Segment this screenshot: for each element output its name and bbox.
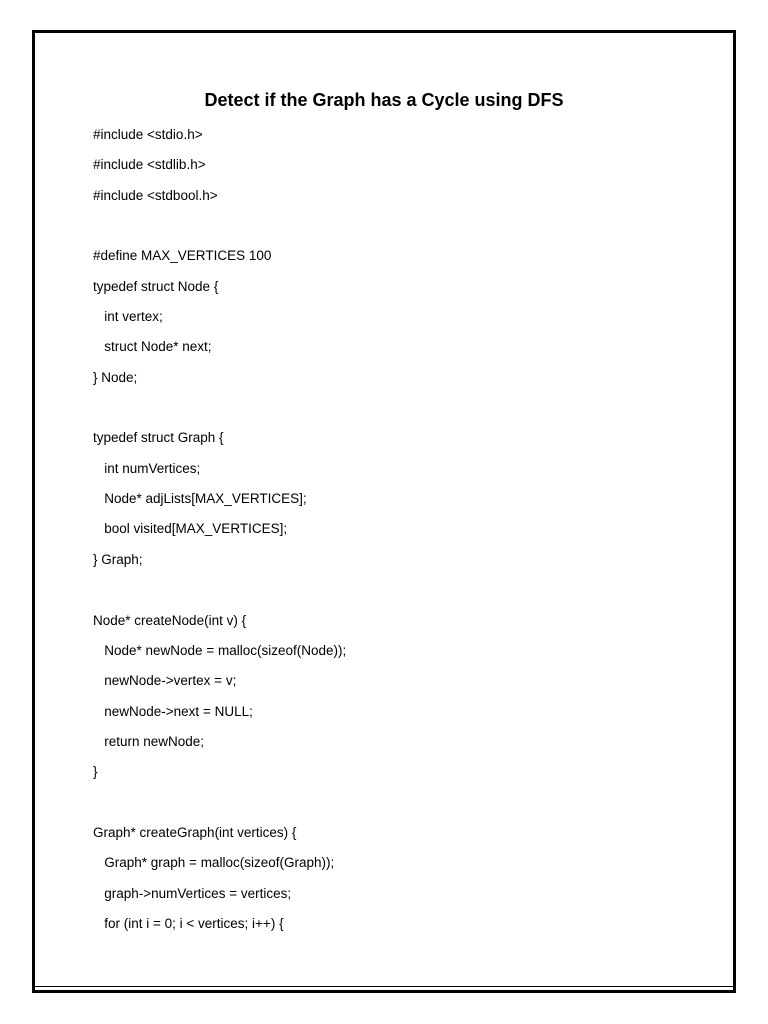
code-line: } [93, 764, 98, 780]
code-line: int vertex; [93, 309, 163, 325]
code-line [93, 211, 346, 241]
code-line: Node* createNode(int v) { [93, 612, 247, 628]
code-line: #define MAX_VERTICES 100 [93, 248, 272, 264]
code-line: return newNode; [93, 733, 205, 749]
code-line [93, 575, 346, 605]
code-line: newNode->vertex = v; [93, 673, 237, 689]
code-line: #include <stdbool.h> [93, 187, 218, 203]
code-line: Graph* graph = malloc(sizeof(Graph)); [93, 855, 335, 871]
code-line: #include <stdio.h> [93, 127, 203, 142]
code-line: int numVertices; [93, 460, 201, 476]
code-line: } Graph; [93, 551, 143, 567]
code-line: bool visited[MAX_VERTICES]; [93, 521, 288, 537]
code-line: typedef struct Graph { [93, 430, 224, 446]
code-line: newNode->next = NULL; [93, 703, 253, 719]
code-line [93, 393, 346, 423]
document-title: Detect if the Graph has a Cycle using DFS [204, 90, 564, 110]
code-line: Node* adjLists[MAX_VERTICES]; [93, 491, 307, 507]
code-line: #include <stdlib.h> [93, 157, 206, 173]
code-line: graph->numVertices = vertices; [93, 885, 292, 901]
code-line: Graph* createGraph(int vertices) { [93, 824, 297, 840]
code-line: typedef struct Node { [93, 278, 219, 294]
code-line [93, 788, 346, 818]
code-line: for (int i = 0; i < vertices; i++) { [93, 915, 284, 931]
code-line: struct Node* next; [93, 339, 212, 355]
page-border-bottom-rule [35, 986, 733, 987]
code-line: } Node; [93, 369, 138, 385]
code-block [93, 120, 346, 939]
code-line: Node* newNode = malloc(sizeof(Node)); [93, 642, 347, 658]
